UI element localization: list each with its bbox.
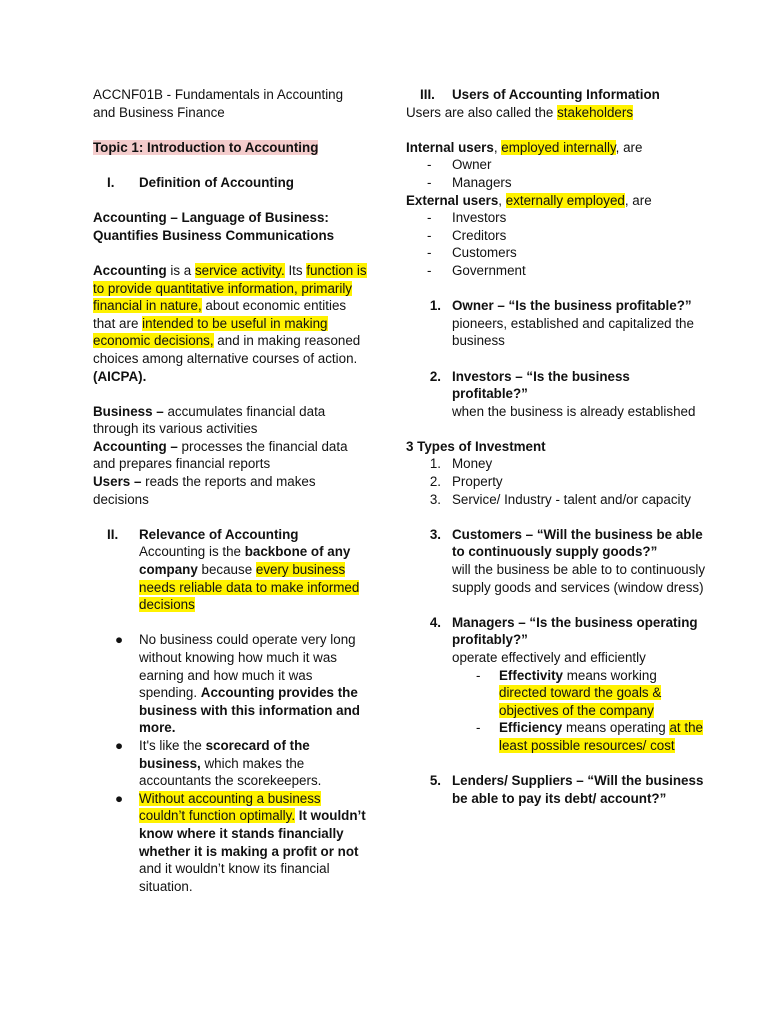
user-investors: 2. Investors – “Is the business profitable?” when the business is already established: [429, 368, 696, 419]
bullet-icon: ●: [115, 790, 124, 806]
business-definition: Business – accumulates financial data through its various activities: [93, 403, 326, 437]
section-3-heading: III. Users of Accounting Information: [420, 87, 660, 102]
external-users-list: [406, 209, 706, 279]
efficiency-item: - Efficiency means operating at the least possible resources/ cost: [476, 720, 703, 753]
relevance-paragraph: Accounting is the backbone of any company because every business needs reliable data to make informed decisions: [139, 544, 360, 613]
external-users-line: External users, externally employed, are: [406, 192, 652, 208]
bullet-item: ● No business could operate very long without knowing how much it was earning and how much it was spending. Accounting provides the business with this information and more.: [93, 631, 368, 737]
stakeholders-line: Users are also called the stakeholders: [406, 104, 634, 120]
left-column: [93, 86, 368, 895]
list-item: - Managers: [427, 174, 512, 190]
language-of-business: Accounting – Language of Business: Quantifies Business Communications: [93, 210, 335, 243]
accounting-process-definition: Accounting – processes the financial data and prepares financial reports: [93, 438, 348, 472]
list-item: 2. Property: [429, 474, 503, 490]
bullet-icon: ●: [115, 632, 124, 648]
user-lenders: 5. Lenders/ Suppliers – “Will the business be able to pay its debt/ account?”: [429, 773, 704, 806]
users-definition: Users – reads the reports and makes decisions: [93, 474, 316, 507]
accounting-definition: Accounting is a service activity. Its function is to provide quantitative information, primarily financial in nature, about economic entities that are intended to be useful in making economic decisions, and in making reasoned choices among alternative courses of action. (AICPA).: [93, 262, 367, 384]
user-owner: 1. Owner – “Is the business profitable?” pioneers, established and capitalized the business: [429, 298, 694, 349]
right-column: [406, 86, 706, 807]
bullet-item: ● It's like the scorecard of the business, which makes the accountants the scorekeepers.: [93, 737, 368, 790]
course-title-line-1: ACCNF01B - Fundamentals in Accounting: [93, 87, 344, 102]
course-title: [93, 86, 368, 121]
list-item: - Investors: [427, 210, 507, 226]
list-item: 3. Service/ Industry - talent and/or capacity: [429, 491, 691, 507]
investment-types-heading: 3 Types of Investment: [406, 438, 546, 454]
course-title-line-2: and Business Finance: [93, 104, 225, 120]
section-1-heading: I. Definition of Accounting: [107, 174, 294, 190]
bullet-icon: ●: [115, 737, 124, 753]
topic-heading: Topic 1: Introduction to Accounting: [93, 139, 319, 155]
user-customers: 3. Customers – “Will the business be able to continuously supply goods?” will the business be able to to continuously supply goods and services (window dress): [429, 526, 706, 595]
internal-users-line: Internal users, employed internally, are: [406, 139, 643, 155]
effectivity-item: - Effectivity means working directed toward the goals & objectives of the company: [476, 667, 662, 718]
list-item: - Customers: [427, 245, 517, 261]
internal-users-list: [406, 156, 706, 191]
user-managers: 4. Managers – “Is the business operating profitably?” operate effectively and efficiently: [429, 614, 698, 665]
bullet-item: ● Without accounting a business couldn’t function optimally. It wouldn’t know where it stands financially whether it is making a profit or not and it wouldn’t know its financial situation.: [93, 790, 368, 896]
list-item: - Owner: [427, 157, 492, 173]
list-item: 1. Money: [429, 456, 493, 472]
section-2-heading: II. Relevance of Accounting: [107, 526, 299, 542]
list-item: - Government: [427, 262, 526, 278]
list-item: - Creditors: [427, 227, 507, 243]
